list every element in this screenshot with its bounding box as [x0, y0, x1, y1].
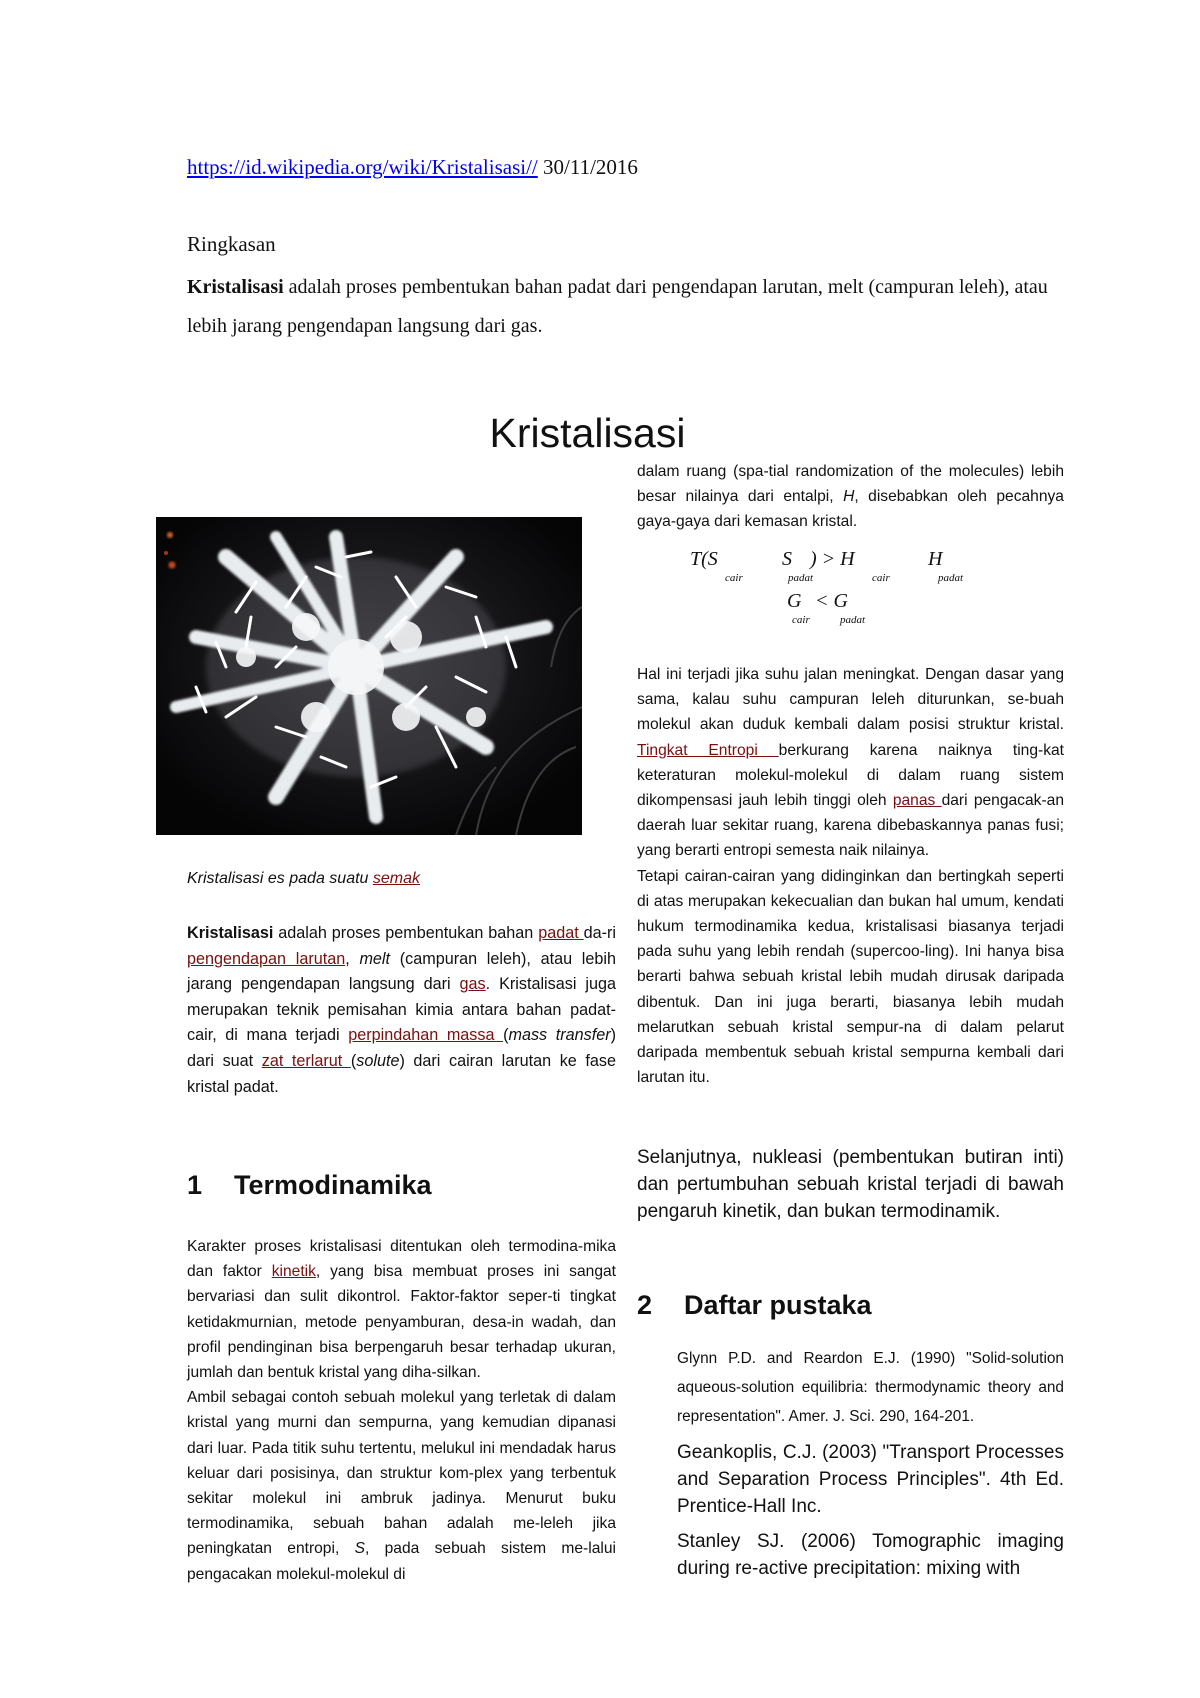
right-column-top: [637, 459, 1064, 535]
eq-sub: padat: [938, 572, 964, 584]
reference-item: Geankoplis, C.J. (2003) "Transport Processes and Separation Process Principles". 4th Ed. Prentice-Hall Inc.: [677, 1442, 1064, 1517]
reference-list: [677, 1344, 1064, 1582]
eq-sub: padat: [840, 614, 866, 626]
intro-text: ,: [345, 949, 360, 968]
right-paragraph-4: [637, 1144, 1064, 1225]
intro-paragraph: [187, 921, 616, 1100]
source-date: 30/11/2016: [537, 155, 638, 179]
body-text: berkurang karena naiknya ting-kat keteraturan molekul-molekul di dalam ruang sistem dikompensasi jauh lebih tinggi oleh: [637, 741, 1064, 810]
section-number: 1: [187, 1170, 203, 1200]
intro-text: adalah proses pembentukan bahan: [273, 924, 539, 942]
body-text: dari pengacak-an daerah luar sekitar ruang, karena dibebaskannya panas fusi; yang berarti entropi semesta naik nilainya.: [637, 792, 1064, 860]
summary-text: adalah proses pembentukan bahan padat dari pengendapan larutan, melt (campuran leleh), atau lebih jarang pengendapan langsung dari gas.: [187, 276, 1048, 337]
link-pengendapan-larutan[interactable]: pengendapan larutan: [187, 949, 346, 968]
eq-T: T(S: [690, 548, 718, 570]
right-paragraph-4-text: Selanjutnya, nukleasi (pembentukan butiran inti) dan pertumbuhan sebuah kristal terjadi di bawah pengaruh kinetik, dan bukan termodinamik.: [637, 1147, 1064, 1222]
term-melt: melt: [359, 949, 391, 968]
eq-sub: cair: [872, 572, 890, 584]
intro-text: . Kristalisasi juga merupakan teknik pemisahan kimia antara bahan padat-cair, di mana terjadi: [187, 975, 616, 1045]
intro-text: ) dari suat: [187, 1026, 616, 1070]
link-kinetik[interactable]: kinetik: [271, 1263, 316, 1281]
summary-paragraph: [187, 268, 1067, 346]
link-zat-terlarut[interactable]: zat terlarut: [261, 1051, 351, 1070]
body-text: Hal ini terjadi jika suhu jalan meningkat. Dengan dasar yang sama, kalau suhu campuran leleh diturunkan, se-buah molekul akan duduk kembali dalam posisi struktur kristal.: [637, 666, 1064, 734]
eq-G: G: [787, 590, 802, 612]
source-line: [187, 155, 638, 180]
term-mass-transfer: mass transfer: [508, 1026, 611, 1045]
body-text: Ambil sebagai contoh sebuah molekul yang terletak di dalam kristal yang murni dan sempurna, yang kemudian dipanasi dari luar. Pada titik suhu tertentu, melukul ini mendadak harus keluar dari posisinya, dan struktur kom-plex yang terbentuk sekitar molekul ini ambruk jadinya. Menurut buku termodinamika, sebuah bahan adalah me-leleh jika peningkatan entropi,: [187, 1389, 616, 1558]
intro-bold-term: Kristalisasi: [187, 924, 274, 942]
body-text: , yang bisa membuat proses ini sangat bervariasi dan sulit dikontrol. Faktor-faktor seper-ti tingkat ketidakmurnian, metode penyamburan, desa-in wadah, dan profil pendinginan bisa berpengaruh besar terhadap ukuran, jumlah dan bentuk kristal yang diha-silkan.: [187, 1263, 616, 1382]
body-text: , disebabkan oleh pecahnya gaya-gaya dari kemasan kristal.: [637, 488, 1064, 531]
reference-item: Stanley SJ. (2006) Tomographic imaging during re-active precipitation: mixing with: [677, 1531, 1064, 1579]
caption-link-semak[interactable]: semak: [372, 870, 420, 887]
body-text: Karakter proses kristalisasi ditentukan oleh termodina-mika dan faktor: [187, 1238, 616, 1281]
body-text: , pada sebuah sistem me-lalui pengacakan molekul-molekul di: [187, 1540, 616, 1583]
right-paragraph-3: Tetapi cairan-cairan yang didinginkan dan bertingkah seperti di atas merupakan kekecualian dan bukan hal umum, kendati hukum termodinamika kedua, kristalisasi biasanya terjadi pada suhu yang lebih rendah (supercoo-ling). Ini hanya bisa berarti bahwa sebuah kristal lebih mudah dirusak daripada dibentuk. Dan ini juga berarti, biasanya lebih mudah melarutkan sebuah kristal sempur-na di dalam pelarut daripada membentuk sebuah kristal sempurna kembali dari larutan itu.: [637, 867, 1064, 1087]
section-title: Termodinamika: [234, 1170, 432, 1200]
section-title: Daftar pustaka: [684, 1290, 872, 1320]
section-heading-termodinamika: [187, 1170, 432, 1201]
intro-text: ) dari cairan larutan ke fase kristal padat.: [187, 1051, 616, 1096]
entropy-equation: [690, 548, 1020, 638]
section-heading-daftar-pustaka: [637, 1290, 872, 1321]
link-perpindahan-massa[interactable]: perpindahan massa: [348, 1026, 504, 1045]
body-text: dalam ruang (spa-tial randomization of the molecules) lebih besar nilainya dari entalpi,: [637, 463, 1064, 506]
right-paragraph-2: [637, 662, 1064, 864]
link-tingkat-entropi[interactable]: Tingkat Entropi: [637, 741, 779, 759]
source-link[interactable]: https://id.wikipedia.org/wiki/Kristalisasi//: [187, 155, 538, 179]
term-solute: solute: [356, 1051, 400, 1070]
symbol-H: H: [843, 488, 855, 506]
article-title: Kristalisasi: [489, 410, 686, 456]
frost-crystal-photo: [156, 517, 582, 835]
intro-text: (: [503, 1026, 509, 1045]
intro-text: da-ri: [583, 924, 617, 942]
termodinamika-body: [187, 1234, 616, 1587]
link-gas[interactable]: gas: [459, 975, 486, 994]
eq-gt-H: ) > H: [810, 548, 855, 570]
eq-sub: padat: [788, 572, 814, 584]
summary-label: Ringkasan: [187, 232, 276, 256]
link-panas[interactable]: panas: [892, 792, 942, 810]
link-padat[interactable]: padat: [538, 924, 584, 942]
eq-sub: cair: [725, 572, 743, 584]
intro-text: (: [350, 1051, 357, 1070]
eq-sub: cair: [792, 614, 810, 626]
eq-S: S: [782, 548, 792, 570]
section-number: 2: [637, 1290, 653, 1320]
symbol-S: S: [354, 1540, 365, 1558]
reference-item: Glynn P.D. and Reardon E.J. (1990) "Solid-solution aqueous-solution equilibria: thermodynamic theory and representation". Amer. J. Sci. 290, 164-201.: [677, 1350, 1064, 1425]
figure-caption: [187, 870, 420, 888]
intro-text: (campuran leleh), atau lebih jarang pengendapan langsung dari: [187, 949, 616, 994]
termodinamika-paragraph-1: [187, 1234, 616, 1385]
caption-text: Kristalisasi es pada suatu: [187, 870, 373, 887]
summary-bold-term: Kristalisasi: [187, 276, 284, 298]
right-column-middle: [637, 662, 1064, 1090]
eq-lt-G: < G: [815, 590, 848, 612]
termodinamika-paragraph-2: [187, 1385, 616, 1587]
eq-H: H: [928, 548, 943, 570]
